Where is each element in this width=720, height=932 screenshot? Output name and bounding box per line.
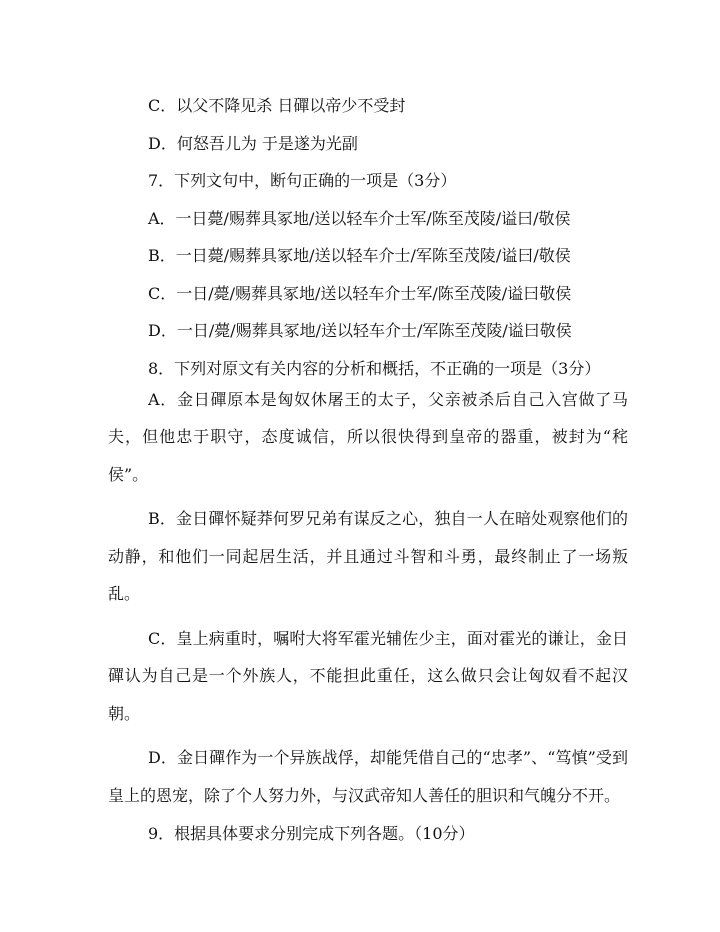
- q8-option-c: C．皇上病重时，嘱咐大将军霍光辅佐少主，面对霍光的谦让，金日磾认为自己是一个外族人，不能担此重任，这么做只会让匈奴看不起汉朝。: [108, 628, 628, 723]
- question-8-line: 8．下列对原文有关内容的分析和概括，不正确的一项是（3分）: [148, 358, 601, 378]
- q8-option-b: B．金日磾怀疑莽何罗兄弟有谋反之心，独自一人在暗处观察他们的动静，和他们一同起居生活，并且通过斗智和斗勇，最终制止了一场叛乱。: [108, 509, 628, 603]
- question-7-line: 7．下列文句中，断句正确的一项是（3分）: [148, 171, 457, 190]
- q8-option-a: A．金日磾原本是匈奴休屠王的太子，父亲被杀后自己入宫做了马夫，但他忠于职守，态度诚信，所以很快得到皇帝的器重，被封为“秺侯”。: [108, 389, 628, 484]
- option-c-line: C．以父不降见杀 日磾以帝少不受封: [148, 96, 406, 115]
- question-9-line: 9．根据具体要求分别完成下列各题。（10分）: [148, 824, 475, 843]
- document-body: [108, 94, 628, 860]
- q7-option-b: B．一日薨/赐葬具冢地/送以轻车介士/军陈至茂陵/谥曰/敬侯: [148, 246, 571, 265]
- q7-option-c: C．一日/薨/赐葬具冢地/送以轻车介士军/陈至茂陵/谥曰敬侯: [148, 283, 572, 303]
- q7-option-d: D．一日/薨/赐葬具冢地/送以轻车介士/军陈至茂陵/谥曰敬侯: [148, 321, 572, 340]
- q7-option-a: A．一日薨/赐葬具冢地/送以轻车介士军/陈至茂陵/谥曰/敬侯: [148, 208, 571, 228]
- option-d-line: D．何怒吾儿为 于是遂为光副: [148, 133, 358, 153]
- q8-option-d: D．金日磾作为一个异族战俘，却能凭借自己的“忠孝”、“笃慎”受到皇上的恩宠，除了个人努力外，与汉武帝知人善任的胆识和气魄分不开。: [108, 748, 628, 805]
